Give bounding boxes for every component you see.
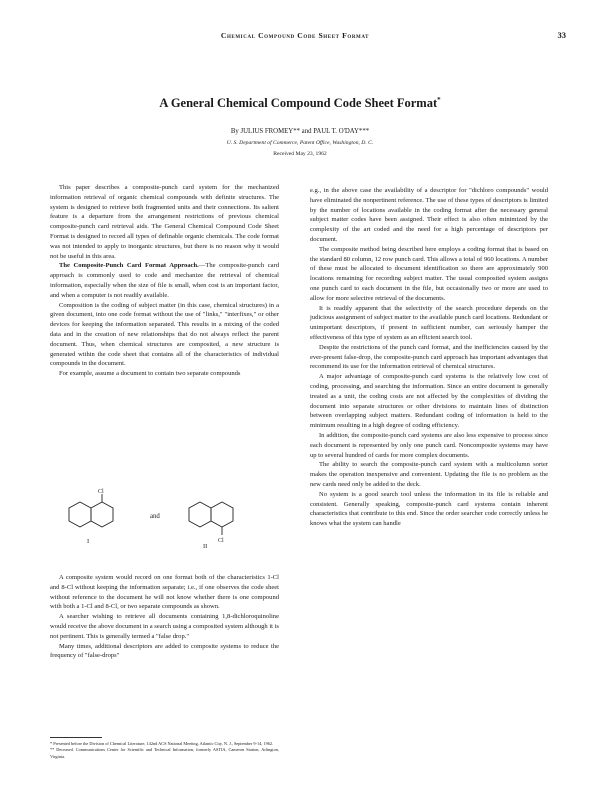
structures-connector: and [150, 513, 160, 520]
body-paragraph: No system is a good search tool unless the information in its file is reliable and consistent. Generally speaking, composite-punch card systems contain inherent characteristics that contribute to this end. Since the order searcher code correctly unless he knows what the system can handle [310, 490, 548, 528]
footnotes [50, 741, 279, 760]
body-paragraph: For example, assume a document to contain two separate compounds [59, 370, 241, 378]
section-paragraph-body: The composite-punch card approach is commonly used to code and mechanize the retrieval of chemical information, especially when the size of file is small, when cost is an important factor, and when a computer is not readily available. [50, 262, 279, 299]
structure-i-ring-right [91, 502, 113, 527]
structure-ii-label: II [203, 543, 208, 550]
left-column-bottom [50, 573, 279, 661]
structure-ii-ring-right [211, 502, 233, 527]
footnote: ** Deceased. Communications Center for Scientific and Technical Information, formerly ASTIA, Cameron Station, Arlington, Virginia. [50, 747, 279, 759]
right-column [310, 186, 548, 529]
body-paragraph: A major advantage of composite-punch card systems is the relatively low cost of coding, processing, and searching the information. Since an entire document is generally treated as a unit, the coding costs are not affected by the complexities of dividing the document into separate structures or other divisions to maintain lines of distinction between overlapping subject matters. Redundant coding of information is held to the minimum resulting in a high degree of coding efficiency. [310, 373, 548, 430]
body-paragraph: The composite method being described here employs a coding format that is based on the standard 80 column, 12 row punch card. This allows a total of 960 locations. A number of these must be allocated to document identification so there are approximately 900 locations remaining for recording subject matter. The usual composited system assigns one punch card to each document in the file, but occasionally two or more are used to allow for more selective retrieval of the documents. [310, 245, 548, 302]
footnote-rule [50, 737, 102, 738]
body-paragraph: Despite the restrictions of the punch card format, and the inefficiencies caused by the ever-present false-drop, the composite-punch card approach has important advantages that recommend its use for the information retrieval of chemical structures. [310, 343, 548, 371]
left-column-top [50, 183, 279, 379]
quinoline-structures-figure [50, 488, 279, 558]
body-paragraph: Many times, additional descriptors are added to composite systems to reduce the frequency of "false-drops" [50, 642, 279, 660]
body-paragraph: In addition, the composite-punch card systems are also less expensive to process since each document is represented by only one punch card. Noncomposite systems may have up to several hundred of cards for more complex documents. [310, 431, 548, 459]
abstract-paragraph: This paper describes a composite-punch card system for the mechanized information retrieval of organic chemical compounds with definite structures. The system is designed to retrieve both fragmented units and their connections. Its salient feature is a departure from the arrangement restrictions of previous chemical composite-punch card retrieval aids. The General Chemical Compound Code Sheet Format is designed to record all types of definable organic chemicals. The code format was not intended to apply to inorganic structures, but there is no reason why it would not be useful in this area. [50, 184, 279, 260]
footnote: * Presented before the Division of Chemical Literature, 142nd ACS National Meeting, Atlantic City, N. J., September 9-14, 1962. [50, 741, 274, 746]
byline: By JULIUS FROMEY** and PAUL T. O'DAY*** [230, 128, 370, 135]
structure-i-substituent: Cl [98, 489, 104, 495]
article-title [0, 96, 600, 111]
structure-i-label: I [87, 538, 90, 545]
received-date: Received May 23, 1962 [273, 151, 327, 157]
title-text: A General Chemical Compound Code Sheet Format [159, 96, 438, 111]
section-paragraph [50, 261, 279, 300]
body-paragraph: The ability to search the composite-punch card system with a multicolumn sorter makes the operation inexpensive and convenient. Updating the file is no problem as the new cards need only be added to the deck. [310, 461, 548, 488]
title-footnote-mark: * [437, 96, 441, 104]
section-dash: — [198, 262, 206, 270]
body-paragraph: A composite system would record on one format both of the characteristics 1-Cl and 8-Cl without keeping the information separate; i.e., if one observes the code sheet without reference to the document he will not know whether there is one compound with both a 1-Cl and 8-Cl, or two separate compounds as shown. [50, 574, 279, 611]
section-heading: The Composite-Punch Card Format Approach. [59, 262, 199, 270]
body-paragraph: Composition is the coding of subject matter (in this case, chemical structures) in a given document, into one code format without the use of "links," "interfixes," or other devices for keeping the information separated. This results in a mixing of the coded data and in the creation of new relationships that do not always reflect the parent document. Thus, when chemical structures are composited, a new structure is generated within the code sheet that contains all of the characteristics of individual compounds in the document. [50, 301, 279, 368]
body-paragraph: e.g., in the above case the availability of a descriptor for "dichloro compounds" would have eliminated the nonpertinent reference. The use of these types of descriptors is limited by the number of locations available in the coding format after the necessary general subject matter codes have been assigned. Their effect is also often minimized by the complexity of the art coded and the need for a high percentage of descriptors per document. [310, 187, 548, 243]
structure-i-ring-left [69, 502, 91, 527]
structure-ii [189, 502, 233, 535]
running-head: Chemical Compound Code Sheet Format [220, 31, 370, 40]
page-number: 33 [557, 30, 566, 40]
affiliation: U. S. Department of Commerce, Patent Office, Washington, D. C. [226, 140, 374, 146]
structure-ii-ring-left [189, 502, 211, 527]
structure-i [69, 494, 113, 527]
structure-ii-substituent: Cl [218, 538, 224, 544]
body-paragraph: A searcher wishing to retrieve all documents containing 1,8-dichloroquinoline would receive the above document in a search using a composited system although it is not pertinent. This is generally termed a "false drop." [50, 613, 279, 640]
body-paragraph: It is readily apparent that the selectivity of the search procedure depends on the judicious assignment of subject matter to the available punch card locations. Redundant or unimportant descriptors, if present in sufficient number, can seriously hamper the effectiveness of this type of system as an efficient search tool. [310, 304, 548, 341]
